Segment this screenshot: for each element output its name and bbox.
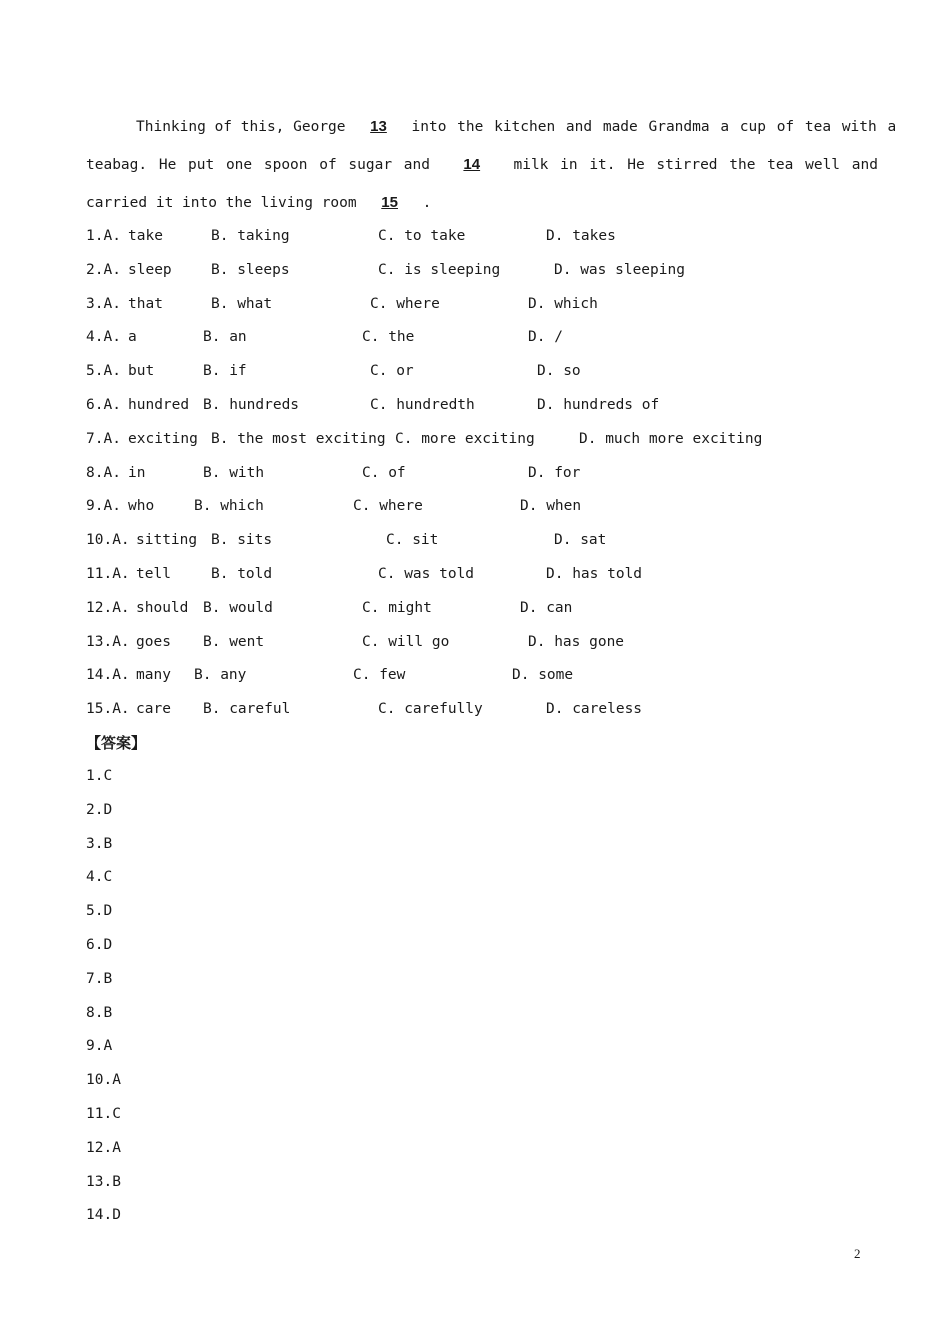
option-a: who [128, 498, 155, 515]
question-number: 1.A. [86, 228, 121, 244]
option-d: D. some [512, 667, 574, 684]
question-number: 5.A. [86, 363, 121, 380]
option-b: B. any [194, 667, 247, 684]
option-b: B. hundreds [203, 397, 300, 413]
option-c: C. carefully [378, 701, 483, 718]
question-row [86, 489, 886, 523]
question-row [86, 591, 886, 625]
question-row [86, 388, 886, 422]
option-c: C. is sleeping [378, 261, 501, 278]
question-number: 8.A. [86, 464, 121, 481]
question-row [86, 287, 886, 321]
option-d: D. so [537, 363, 581, 380]
option-a: tell [136, 566, 171, 582]
option-a: care [136, 701, 171, 718]
option-c: C. the [362, 329, 415, 346]
question-row [86, 523, 886, 557]
option-a: sleep [128, 261, 172, 278]
blank-14: 14 [463, 156, 481, 173]
option-b: B. sits [211, 532, 273, 549]
option-b: B. sleeps [211, 261, 290, 278]
option-a: hundred [128, 397, 190, 413]
option-b: B. would [203, 599, 273, 616]
passage-text: milk in it. He stirred the tea well and [513, 157, 878, 173]
option-a: sitting [136, 532, 198, 549]
option-c: C. sit [386, 532, 439, 549]
option-b: B. what [211, 295, 273, 312]
answer-item: 1.C [86, 768, 113, 784]
page-number: 2 [854, 1246, 861, 1261]
option-d: D. hundreds of [537, 397, 660, 413]
option-a: should [136, 599, 189, 616]
option-d: D. careless [546, 701, 643, 718]
option-c: C. was told [378, 566, 475, 582]
option-d: D. can [520, 599, 573, 616]
option-a: a [128, 329, 137, 346]
option-b: B. which [194, 498, 264, 515]
passage-text: into the kitchen and made Grandma a cup of tea with a [411, 119, 897, 135]
passage-text: . [422, 195, 432, 211]
option-d: D. / [528, 329, 563, 346]
option-b: B. the most exciting [211, 430, 386, 447]
option-b: B. went [203, 633, 265, 650]
question-row [86, 219, 886, 253]
question-row [86, 456, 886, 490]
answer-item: 2.D [86, 801, 113, 818]
option-d: D. when [520, 498, 582, 515]
question-row [86, 557, 886, 591]
passage-text: carried it into the living room [86, 195, 357, 211]
option-a: in [128, 464, 146, 481]
answer-item: 9.A [86, 1038, 113, 1055]
option-c: C. few [353, 667, 406, 684]
question-row [86, 422, 886, 456]
option-c: C. where [370, 295, 440, 312]
option-c: C. to take [378, 228, 466, 244]
passage-text: teabag. He put one spoon of sugar and [86, 157, 431, 173]
option-d: D. takes [546, 228, 616, 244]
passage-line-2 [86, 146, 878, 184]
question-number: 7.A. [86, 430, 121, 447]
answer-heading: 【答案】 [86, 734, 147, 752]
option-a: take [128, 228, 163, 244]
question-row [86, 658, 886, 692]
option-a: exciting [128, 430, 198, 447]
option-d: D. has told [546, 566, 643, 582]
option-c: C. hundredth [370, 397, 475, 413]
option-b: B. taking [211, 228, 290, 244]
passage [86, 108, 897, 222]
option-b: B. told [211, 566, 273, 582]
question-number: 3.A. [86, 295, 121, 312]
question-number: 13.A. [86, 633, 130, 650]
option-a: goes [136, 633, 171, 650]
option-d: D. sat [554, 532, 607, 549]
option-b: B. if [203, 363, 247, 380]
passage-text: Thinking of this, George [136, 119, 346, 135]
question-row [86, 253, 886, 287]
option-c: C. will go [362, 633, 450, 650]
option-c: C. where [353, 498, 423, 515]
answer-item: 12.A [86, 1139, 121, 1156]
answer-item: 14.D [86, 1207, 121, 1224]
passage-line-3 [86, 184, 854, 222]
option-a: but [128, 363, 155, 380]
option-b: B. careful [203, 701, 291, 718]
question-row [86, 320, 886, 354]
answer-item: 8.B [86, 1004, 113, 1021]
question-row [86, 354, 886, 388]
question-row [86, 692, 886, 726]
option-c: C. of [362, 464, 406, 481]
question-number: 9.A. [86, 498, 121, 515]
option-b: B. with [203, 464, 265, 481]
option-d: D. has gone [528, 633, 625, 650]
option-c: C. more exciting [395, 430, 535, 447]
option-b: B. an [203, 329, 247, 346]
blank-13: 13 [370, 118, 387, 135]
question-row [86, 625, 886, 659]
answer-item: 5.D [86, 903, 113, 920]
answer-item: 11.C [86, 1106, 121, 1122]
answer-item: 3.B [86, 835, 113, 852]
blank-15: 15 [381, 194, 398, 211]
option-d: D. much more exciting [579, 430, 763, 447]
question-number: 4.A. [86, 329, 121, 346]
question-number: 12.A. [86, 599, 130, 616]
answer-item: 7.B [86, 970, 113, 987]
question-number: 11.A. [86, 566, 130, 582]
question-number: 2.A. [86, 261, 121, 278]
answer-item: 10.A [86, 1072, 121, 1089]
answer-item: 4.C [86, 869, 113, 886]
question-number: 15.A. [86, 701, 130, 718]
question-number: 10.A. [86, 532, 130, 549]
option-d: D. was sleeping [554, 261, 685, 278]
option-c: C. or [370, 363, 414, 380]
option-d: D. for [528, 464, 581, 481]
question-number: 14.A. [86, 667, 130, 684]
option-a: many [136, 667, 171, 684]
passage-line-1 [86, 108, 897, 146]
option-a: that [128, 295, 163, 312]
question-number: 6.A. [86, 397, 121, 413]
answer-item: 6.D [86, 937, 113, 953]
option-d: D. which [528, 295, 598, 312]
option-c: C. might [362, 599, 432, 616]
answer-item: 13.B [86, 1173, 121, 1190]
